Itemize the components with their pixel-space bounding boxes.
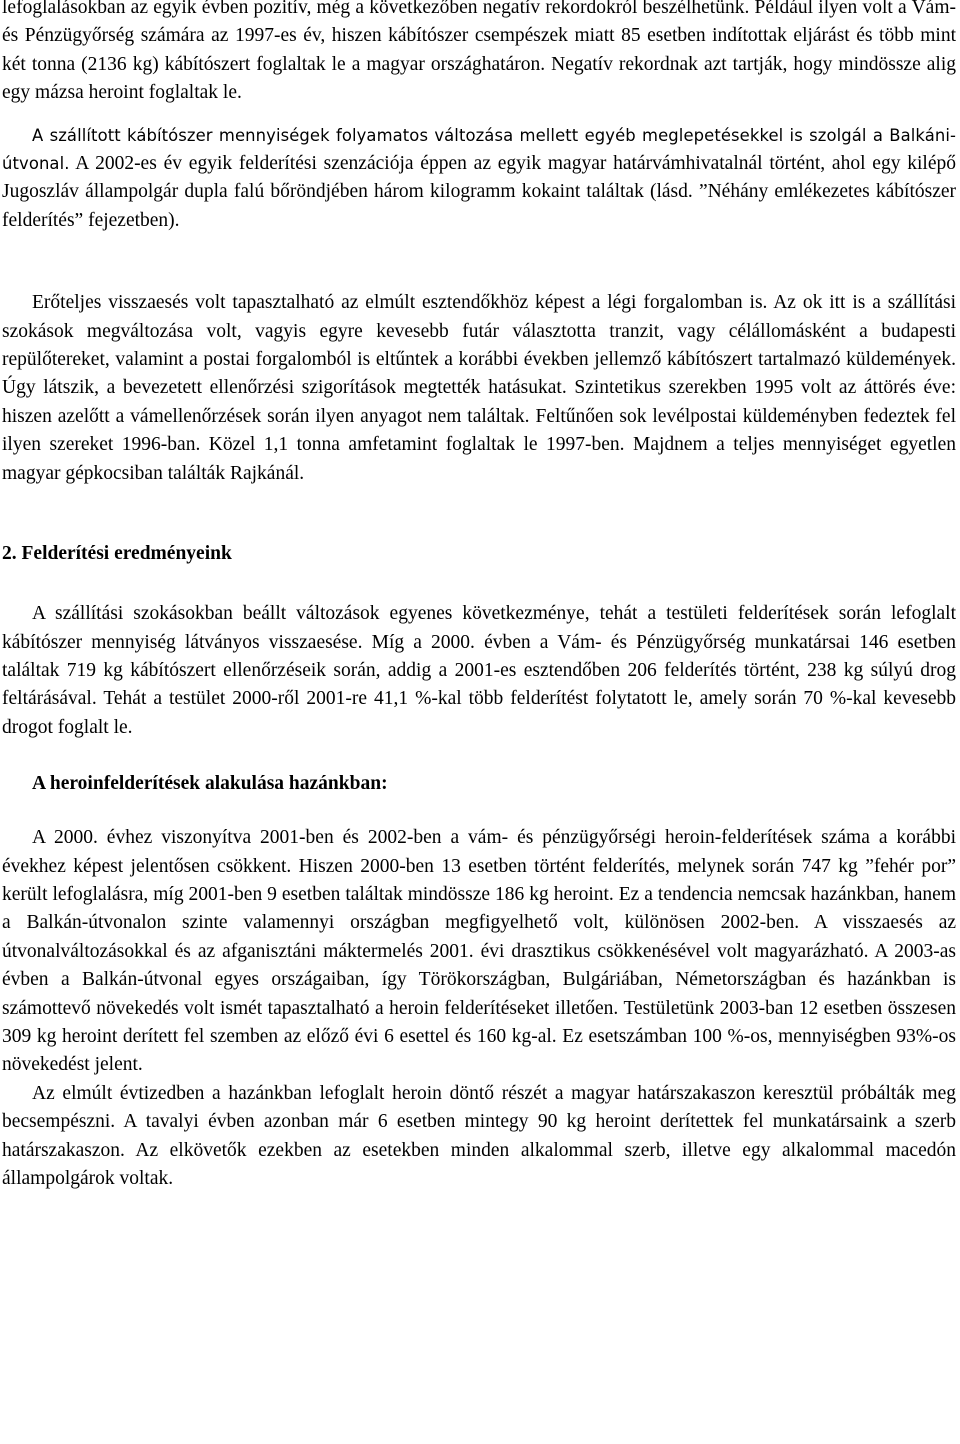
subheading-heroin: A heroinfelderítések alakulása hazánkban: — [32, 773, 388, 795]
paragraph-air-traffic: Erőteljes visszaesés volt tapasztalható az elmúlt esztendőkhöz képest a légi forgalomban is. Az ok itt is a szállítási szokások megváltozása volt, vagyis egyre kevesebb futár választotta tranzit, vagy célállomásként a budapesti repülőtereket, valamint a postai forgalomból is eltűntek a korábbi években jellemző kábítószert tartalmazó küldemények. Úgy látszik, a bevezetett ellenőrzési szigorítások megtették hatásukat. Szintetikus szerekben 1995 volt az áttörés éve: hiszen azelőtt a vámellenőrzések során ilyen anyagot nem találtak. Feltűnően sok levélpostai küldeményben fedeztek fel ilyen szereket 1996-ban. Közel 1,1 tonna amfetamint foglaltak le 1997-ben. Majdnem a teljes mennyiséget egyetlen magyar gépkocsiban találták Rajkánál. — [2, 292, 956, 484]
section-heading: 2. Felderítési eredményeink — [2, 543, 232, 565]
paragraph-serbian-border: Az elmúlt évtizedben a hazánkban lefoglalt heroin döntő részét a magyar határszakaszon keresztül próbálták meg becsempészni. A tavalyi évben azonban már 6 esetben mintegy 90 kg heroint derítettek fel munkatársaink a szerb határszakaszon. Az elkövetők ezekben az esetekben minden alkalommal szerb, illetve egy alkalommal macedón állampolgárok voltak. — [2, 1082, 956, 1189]
paragraph-record-seizures: lefoglalásokban az egyik évben pozitív, még a következőben negatív rekordokról beszélhetünk. Például ilyen volt a Vám- és Pénzügyőrség számára az 1997-es év, hiszen kábítószer csempészek miatt 85 esetben indítottak eljárást és több mint két tonna (2136 kg) kábítószert foglaltak le a magyar országhatáron. Negatív rekordnak azt tartják, hogy mindössze alig egy mázsa heroint foglaltak le. — [2, 0, 956, 104]
paragraph-heroin-trend: A 2000. évhez viszonyítva 2001-ben és 2002-ben a vám- és pénzügyőrségi heroin-felderítések száma a korábbi évekhez képest jelentősen csökkent. Hiszen 2000-ben 13 esetben történt felderítés, melynek során 747 kg ”fehér por” került lefoglalásra, míg 2001-ben 9 esetben találtak mindössze 186 kg heroint. Ez a tendencia nemcsak hazánkban, hanem a Balkán-útvonalon szinte valamennyi országban megfigyelhető volt, különösen 2002-ben. A visszaesés az útvonalváltozásokkal és az afganisztáni máktermelés 2001. évi drasztikus csökkenésével volt magyarázható. A 2003-as évben a Balkán-útvonal egyes országaiban, így Törökországban, Bulgáriában, Németországban és hazánkban is számottevő növekedés volt ismét tapasztalható a heroin felderítéseket illetően. Testületünk 2003-ban 12 esetben összesen 309 kg heroint derített fel szemben az előző évi 6 esettel és 160 kg-al. Ez esetszámban 100 %-os, mennyiségben 93%-os növekedést jelent. — [2, 827, 956, 1076]
paragraph-balkan-route-lead: A szállított kábítószer mennyiségek folyamatos változása mellett egyéb meglepetésekkel is szolgál a Balkáni-útvonal. — [2, 125, 956, 174]
paragraph-detection-results: A szállítási szokásokban beállt változások egyenes következménye, tehát a testületi felderítések során lefoglalt kábítószer mennyiség látványos visszaesése. Míg a 2000. évben a Vám- és Pénzügyőrség munkatársai 146 esetben találtak 719 kg kábítószert ellenőrzéseik során, addig a 2001-es esztendőben 206 felderítés történt, 238 kg súlyú drog feltárásával. Tehát a testület 2000-ről 2001-re 41,1 %-kal több felderítést folytatott le, amely során 70 %-kal kevesebb drogot foglalt le. — [2, 603, 956, 738]
paragraph-balkan-route-body: A 2002-es év egyik felderítési szenzációja éppen az egyik magyar határvámhivatalnál történt, ahol egy kilépő Jugoszláv állampolgár dupla falú bőröndjében három kilogramm kokaint találtak (lásd. ”Néhány emlékezetes kábítószer felderítés” fejezetben). — [2, 153, 956, 231]
paragraph-balkan-route — [2, 122, 956, 236]
document-page — [2, 0, 956, 1193]
